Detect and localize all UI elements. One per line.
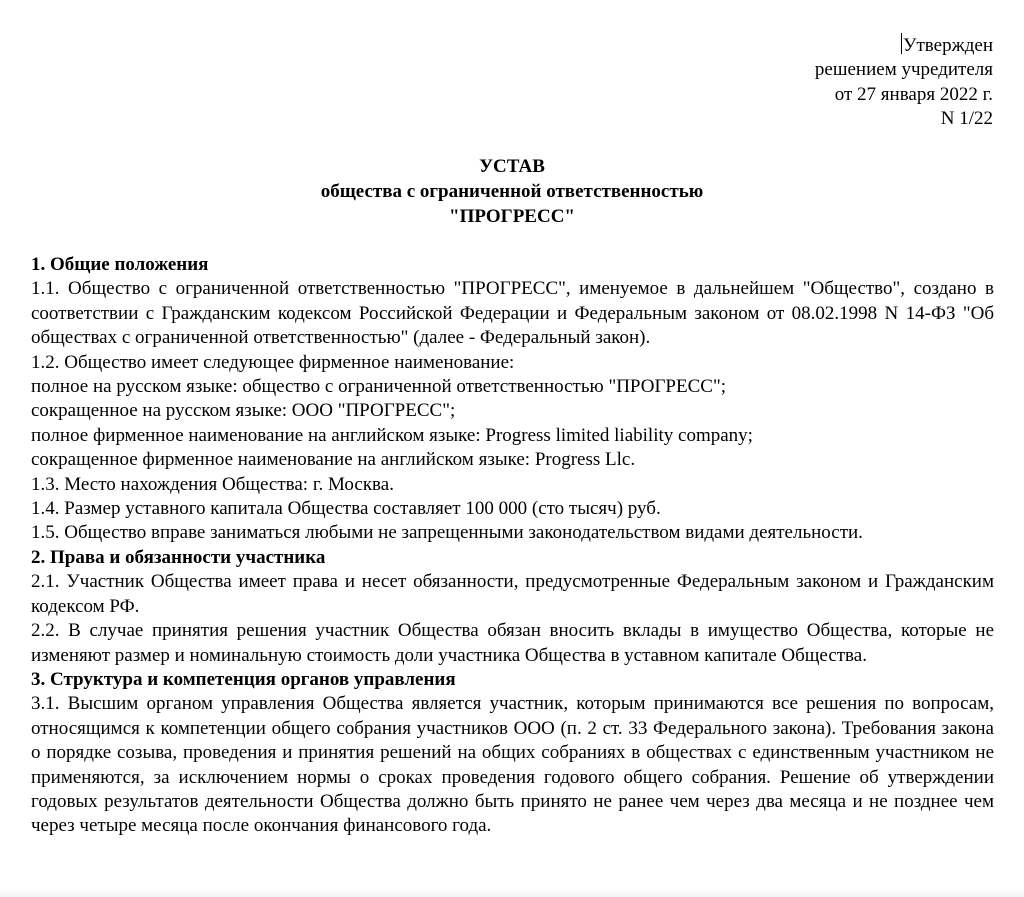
paragraph-line: полное на русском языке: общество с ограниченной ответственностью "ПРОГРЕСС"; bbox=[31, 376, 726, 398]
text-cursor bbox=[901, 33, 902, 54]
paragraph-line: 1.4. Размер уставного капитала Общества составляет 100 000 (сто тысяч) руб. bbox=[31, 498, 661, 520]
section-heading: 1. Общие положения bbox=[31, 254, 209, 275]
title-company: "ПРОГРЕСС" bbox=[449, 206, 575, 227]
document-title bbox=[0, 154, 1024, 229]
paragraph-line: 1.5. Общество вправе заниматься любыми не запрещенными законодательством видами деятельности. bbox=[31, 522, 863, 544]
section-heading: 2. Права и обязанности участника bbox=[31, 546, 326, 568]
approval-approved-text: Утвержден bbox=[903, 35, 993, 56]
paragraph-line: сокращенное на русском языке: ООО "ПРОГРЕСС"; bbox=[31, 400, 456, 422]
paragraph: 1.1. Общество с ограниченной ответственностью "ПРОГРЕСС", именуемое в дальнейшем "Общество", создано в соответствии с Гражданским кодексом Российской Федерации и Федеральным законом от 08.02.1998 N 14-ФЗ "Об обществах с ограниченной ответственностью" (далее - Федеральный закон). bbox=[31, 278, 994, 349]
page-bottom-edge bbox=[0, 889, 1024, 897]
paragraph-line: 1.2. Общество имеет следующее фирменное наименование: bbox=[31, 351, 515, 373]
paragraph: 3.1. Высшим органом управления Общества является участник, которым принимаются все решения по вопросам, относящимся к компетенции общего собрания участников ООО (п. 2 ст. 33 Федерального закона). Требования закона о порядке созыва, проведения и принятия решений на общих собраниях в обществах с единственным участником не применяются, за исключением нормы о сроках проведения годового общего собрания. Решение об утверждении годовых результатов деятельности Общества должно быть принято не ранее чем через два месяца и не позднее чем через четыре месяца после окончания финансового года. bbox=[31, 693, 994, 837]
title-doc-type: УСТАВ bbox=[479, 156, 545, 177]
approval-stamp bbox=[815, 33, 993, 131]
paragraph: 2.1. Участник Общества имеет права и несет обязанности, предусмотренные Федеральным законом и Гражданским кодексом РФ. bbox=[31, 571, 994, 617]
paragraph: 2.2. В случае принятия решения участник Общества обязан вносить вклады в имущество Общества, которые не изменяют размер и номинальную стоимость доли участника Общества в уставном капитале Общества. bbox=[31, 620, 994, 666]
document-body bbox=[31, 253, 994, 839]
approval-line-approved bbox=[815, 33, 993, 58]
paragraph-line: 1.3. Место нахождения Общества: г. Москва. bbox=[31, 473, 394, 495]
section-heading: 3. Структура и компетенция органов управления bbox=[31, 668, 456, 690]
title-subtitle: общества с ограниченной ответственностью bbox=[320, 181, 704, 202]
approval-line-number: N 1/22 bbox=[940, 107, 993, 129]
paragraph-line: сокращенное фирменное наименование на английском языке: Progress Llc. bbox=[31, 449, 636, 471]
approval-line-decision: решением учредителя bbox=[814, 59, 993, 81]
approval-line-date: от 27 января 2022 г. bbox=[834, 83, 993, 105]
paragraph-line: полное фирменное наименование на английском языке: Progress limited liability company; bbox=[31, 424, 753, 446]
